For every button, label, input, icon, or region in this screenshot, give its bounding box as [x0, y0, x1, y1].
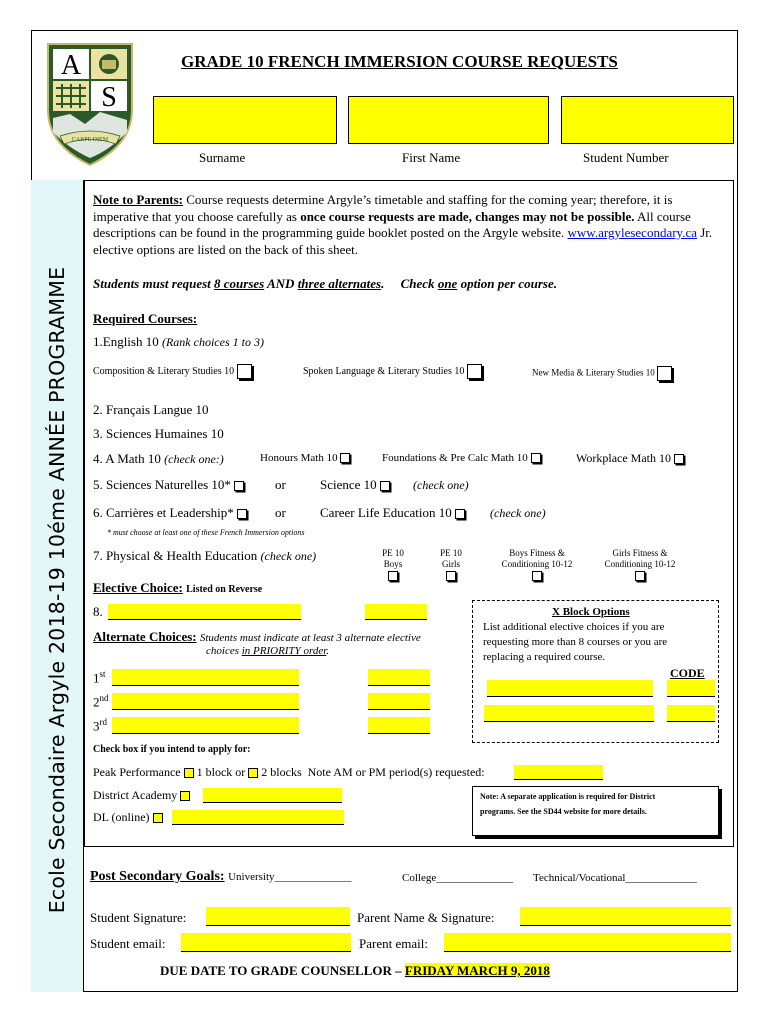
peak-performance-row: Peak Performance 1 block or 2 blocks Note AM or PM period(s) requested:: [93, 765, 485, 779]
peak-2-blocks-checkbox[interactable]: [248, 768, 258, 778]
alternate-1-field[interactable]: [112, 669, 299, 686]
student-email-field[interactable]: [181, 933, 351, 952]
logo-motto: CARPE DIEM: [71, 137, 109, 143]
first-name-label: First Name: [402, 150, 461, 165]
english-option-composition: Composition & Literary Studies 10: [93, 364, 252, 379]
alternate-2-label: 2nd: [93, 693, 109, 710]
careers-label: 6. Carrières et Leadership*: [93, 505, 247, 521]
elective-8-label: 8.: [93, 604, 103, 619]
english-composition-checkbox[interactable]: [237, 364, 252, 379]
parent-email-field[interactable]: [444, 933, 731, 952]
due-date: FRIDAY MARCH 9, 2018: [404, 963, 550, 978]
x-block-code-2-field[interactable]: [667, 705, 715, 722]
science-10-checkbox[interactable]: [380, 481, 390, 491]
math-option-foundations: Foundations & Pre Calc Math 10: [382, 452, 541, 464]
note-to-parents: [93, 192, 725, 258]
x-block-code-1-field[interactable]: [667, 680, 715, 697]
pe-option-boys-fitness: Boys Fitness & Conditioning 10-12: [495, 548, 579, 581]
alternates-priority-note: choices in PRIORITY order.: [206, 645, 330, 657]
due-date-line: DUE DATE TO GRADE COUNSELLOR – FRIDAY MARCH 9, 2018: [160, 963, 550, 978]
note-heading: Note to Parents:: [93, 192, 184, 207]
peak-1-block-checkbox[interactable]: [184, 768, 194, 778]
student-number-label: Student Number: [583, 150, 669, 165]
pe-girls-checkbox[interactable]: [446, 571, 456, 581]
district-academy-checkbox[interactable]: [180, 791, 190, 801]
boys-fitness-checkbox[interactable]: [532, 571, 542, 581]
sciences-naturelles-checkbox[interactable]: [234, 481, 244, 491]
course-3-sciences-humaines: 3. Sciences Humaines 10: [93, 426, 224, 441]
post-secondary-goals-row: Post Secondary Goals: University______________: [90, 869, 352, 884]
elective-8-field[interactable]: [108, 604, 301, 620]
workplace-math-checkbox[interactable]: [674, 454, 684, 464]
surname-field[interactable]: [153, 96, 337, 144]
english-label: 1.English 10 (Rank choices 1 to 3): [93, 334, 264, 349]
carrieres-checkbox[interactable]: [237, 509, 247, 519]
alternate-1-label: 1st: [93, 669, 106, 686]
side-banner-text: Ecole Secondaire Argyle 2018-19 10éme ANNÉE PROGRAMME: [45, 266, 69, 914]
english-option-new-media: New Media & Literary Studies 10: [532, 366, 672, 381]
pe-label: 7. Physical & Health Education (check one): [93, 548, 317, 563]
pe-option-girls-fitness: Girls Fitness & Conditioning 10-12: [598, 548, 682, 581]
elective-8-code-field[interactable]: [365, 604, 427, 620]
science-or: or: [275, 477, 286, 492]
english-new-media-checkbox[interactable]: [657, 366, 672, 381]
girls-fitness-checkbox[interactable]: [635, 571, 645, 581]
math-option-honours: Honours Math 10: [260, 452, 350, 464]
alternate-3-field[interactable]: [112, 717, 299, 734]
math-label: 4. A Math 10 (check one:): [93, 451, 224, 466]
elective-heading: Elective Choice: Listed on Reverse: [93, 580, 263, 595]
required-courses-heading: Required Courses:: [93, 311, 198, 326]
instruction-line: Students must request 8 courses AND three alternates. Check one option per course.: [93, 276, 557, 291]
peak-period-field[interactable]: [514, 765, 603, 780]
pe-option-girls: PE 10 Girls: [437, 548, 465, 581]
career-life-checkbox[interactable]: [455, 509, 465, 519]
dl-online-row: DL (online): [93, 810, 163, 825]
goal-college: College______________: [402, 872, 514, 884]
first-name-field[interactable]: [348, 96, 549, 144]
careers-hint: (check one): [490, 506, 546, 520]
alternate-3-label: 3rd: [93, 717, 107, 734]
alternate-1-code-field[interactable]: [368, 669, 430, 686]
math-option-workplace: Workplace Math 10: [576, 451, 684, 466]
district-academy-field[interactable]: [203, 788, 342, 803]
note-text-2: All course descriptions can be found in the programming guide booklet posted on the Argyle website.: [93, 208, 691, 240]
x-block-choice-1-field[interactable]: [487, 680, 653, 697]
goal-technical: Technical/Vocational_____________: [533, 872, 697, 884]
careers-or: or: [275, 505, 286, 520]
parent-signature-label: Parent Name & Signature:: [357, 910, 495, 925]
logo-letter-a: A: [60, 50, 82, 81]
surname-label: Surname: [199, 150, 246, 165]
apply-heading: Check box if you intend to apply for:: [93, 744, 251, 755]
career-life-option: Career Life Education 10: [320, 505, 465, 521]
district-note-line-2: programs. See the SD44 website for more details.: [480, 807, 647, 816]
student-signature-field[interactable]: [206, 907, 350, 926]
dl-online-checkbox[interactable]: [153, 813, 163, 823]
science-10-option: Science 10: [320, 477, 390, 493]
website-link[interactable]: www.argylesecondary.ca: [567, 225, 697, 240]
x-block-title: X Block Options: [552, 606, 630, 618]
alternate-2-field[interactable]: [112, 693, 299, 710]
english-spoken-checkbox[interactable]: [467, 364, 482, 379]
x-block-code-label: CODE: [670, 666, 705, 680]
parent-email-label: Parent email:: [359, 936, 428, 951]
student-number-field[interactable]: [561, 96, 734, 144]
page-title: GRADE 10 FRENCH IMMERSION COURSE REQUESTS: [181, 52, 618, 71]
science-hint: (check one): [413, 478, 469, 492]
student-email-label: Student email:: [90, 936, 166, 951]
note-text-3: Jr. elective options are listed on the back of this sheet.: [93, 225, 713, 257]
course-2-francais: 2. Français Langue 10: [93, 402, 209, 417]
x-block-choice-2-field[interactable]: [484, 705, 654, 722]
alternate-2-code-field[interactable]: [368, 693, 430, 710]
french-immersion-note: * must choose at least one of these French Immersion options: [107, 528, 305, 537]
alternate-3-code-field[interactable]: [368, 717, 430, 734]
science-label: 5. Sciences Naturelles 10*: [93, 477, 244, 493]
parent-signature-field[interactable]: [520, 907, 731, 926]
x-block-description: List additional elective choices if you are requesting more than 8 courses or you are replacing a required course.: [483, 621, 668, 663]
student-signature-label: Student Signature:: [90, 910, 187, 925]
honours-math-checkbox[interactable]: [340, 453, 350, 463]
pe-boys-checkbox[interactable]: [388, 571, 398, 581]
alternates-heading: Alternate Choices: Students must indicate at least 3 alternate elective: [93, 629, 421, 644]
note-bold: once course requests are made, changes may not be possible.: [300, 208, 635, 224]
district-note-line-1: Note: A separate application is required for District: [480, 792, 656, 801]
dl-online-field[interactable]: [172, 810, 344, 825]
foundations-math-checkbox[interactable]: [531, 453, 541, 463]
pe-option-boys: PE 10 Boys: [381, 548, 405, 581]
english-option-spoken: Spoken Language & Literary Studies 10: [303, 364, 482, 379]
school-crest-logo: [40, 40, 140, 170]
district-academy-row: District Academy: [93, 788, 190, 803]
logo-letter-s: S: [101, 82, 117, 113]
note-text-1: Course requests determine Argyle’s timetable and staffing for the coming year; therefore, it is imperative that you choose carefully as: [93, 192, 673, 224]
